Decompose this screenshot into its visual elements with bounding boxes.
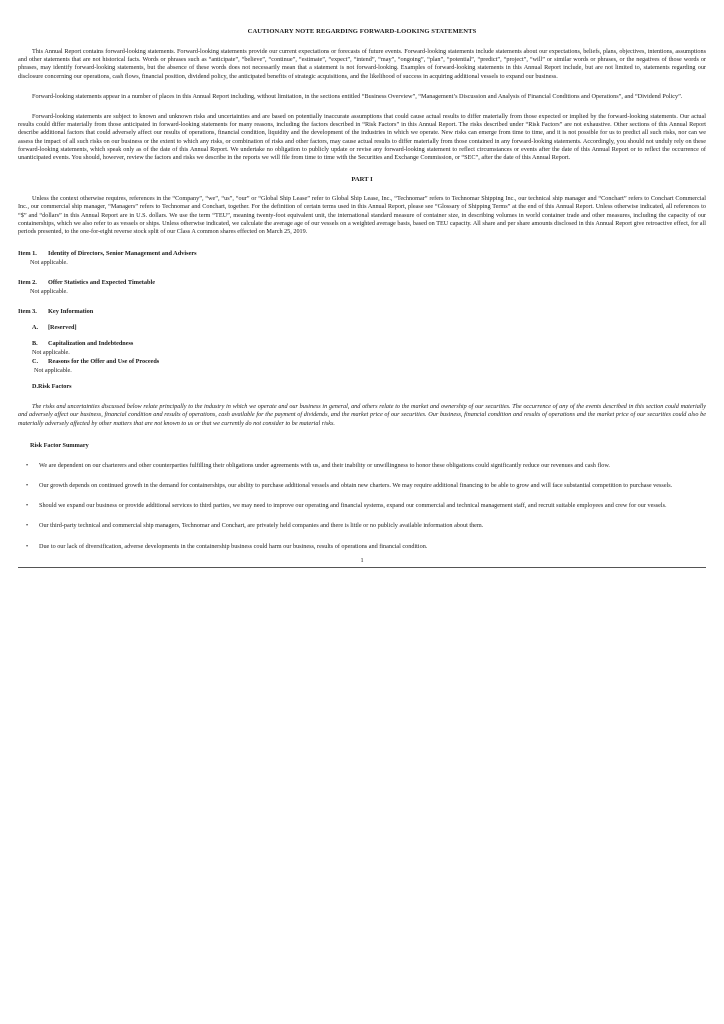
bullet-text: Due to our lack of diversification, adverse developments in the containership business could harm our business, results of operations and financial condition. bbox=[39, 542, 428, 550]
bullet-icon: • bbox=[26, 483, 29, 490]
item-2-number: Item 2. bbox=[18, 279, 37, 287]
subitem-a-number: A. bbox=[32, 324, 39, 332]
bullet-icon: • bbox=[26, 462, 29, 469]
subitem-b-number: B. bbox=[32, 340, 38, 348]
bullet-icon: • bbox=[26, 523, 29, 530]
item-1-note: Not applicable. bbox=[30, 259, 68, 267]
bullet-icon: • bbox=[26, 503, 29, 510]
risk-summary-list bbox=[18, 462, 706, 551]
item-1-title: Identity of Directors, Senior Management and Advisers bbox=[48, 250, 197, 258]
subitem-c-heading bbox=[32, 358, 706, 366]
item-3-number: Item 3. bbox=[18, 308, 37, 316]
subitem-c-title: Reasons for the Offer and Use of Proceeds bbox=[48, 358, 160, 366]
intro-paragraph-3: Forward-looking statements are subject to known and unknown risks and uncertainties and are based on potentially inaccurate assumptions that could cause actual results to differ materially from those expected or implied by the forward-looking statements. Our actual results could differ materially from those anticipated in forward-looking statements for many reasons, including the factors described in “Risk Factors” in this Annual Report. The risks described under “Risk Factors” are not exhaustive. Other sections of this Annual Report describe additional factors that could adversely affect our results of operations, financial condition, liquidity and the development of the industries in which we operate. New risks can emerge from time to time, and it is not possible for us to predict all such risks, nor can we assess the impact of all such risks on our business or the extent to which any risks, or combination of risks and other factors, may cause actual results to differ materially from those contained in any forward-looking statements. Accordingly, you should not unduly rely on these forward-looking statements, which speak only as of the date of this Annual Report. We undertake no obligation to publicly update or revise any forward-looking statement to reflect circumstances or events after the date of this Annual Report or to reflect the occurrence of unanticipated events. You should, however, review the factors and risks we describe in the reports we will file from time to time with the Securities and Exchange Commission, or “SEC”, after the date of this Annual Report. bbox=[18, 113, 706, 162]
section-heading: CAUTIONARY NOTE REGARDING FORWARD-LOOKING STATEMENTS bbox=[247, 28, 477, 35]
item-3-heading bbox=[18, 308, 706, 316]
list-item bbox=[18, 543, 706, 551]
bullet-icon: • bbox=[26, 543, 29, 550]
item-2-title: Offer Statistics and Expected Timetable bbox=[48, 279, 156, 287]
list-item bbox=[18, 502, 706, 510]
risk-intro-paragraph: The risks and uncertainties discussed below relate principally to the industry in which we operate and our business in general, and others relate to the market and ownership of our securities. The occurrence of any of the events described in this section could materially and adversely affect our business, financial condition and results of operations, cash available for the payment of dividends, and the market price of our securities. Our business, financial condition and results of operations and the market price of our securities could also be materially adversely affected by other matters that are not known to us or that we currently do not consider to be material risks. bbox=[18, 403, 706, 427]
subitem-a-title: [Reserved] bbox=[48, 324, 77, 332]
intro-paragraph-1: This Annual Report contains forward-looking statements. Forward-looking statements provide our current expectations or forecasts of future events. Forward-looking statements include statements about our expectations, beliefs, plans, objectives, intentions, assumptions and other statements that are not historical facts. Words or phrases such as “anticipate”, “believe”, “continue”, “estimate”, “expect”, “intend”, “may”, “ongoing”, “plan”, “potential”, “predict”, “project”, “will” or similar words or phrases, or the negatives of those words or phrases, may identify forward-looking statements, but the absence of these words does not necessarily mean that a statement is not forward-looking. Examples of forward-looking statements in this Annual Report include, but are not limited to, statements regarding our disclosure concerning our operations, cash flows, financial position, dividend policy, the anticipated benefits of strategic acquisitions, and the likelihood of success in acquiring additional vessels to expand our business. bbox=[18, 48, 706, 80]
part-intro-paragraph: Unless the context otherwise requires, references in the “Company”, “we”, “us”, “our” or “Global Ship Lease” refer to Global Ship Lease, Inc., “Technomar” refers to Technomar Shipping Inc., our technical ship manager and “Conchart” refers to Conchart Commercial Inc., our commercial ship manager, “Managers” refers to Technomar and Conchart, together. For the definition of certain terms used in this Annual Report, please see “Glossary of Shipping Terms” at the end of this Annual Report. Unless otherwise indicated, all references to “$” and “dollars” in this Annual Report are in U.S. dollars. We use the term “TEU”, meaning twenty-foot equivalent unit, the international standard measure of container size, in describing volumes in world container trade and other measures, including the capacity of our containerships, which we also refer to as vessels or ships. Unless otherwise indicated, we calculate the average age of our vessels on a weighted average basis, based on TEU capacity. All share and per share amounts disclosed in this Annual Report give retroactive effect, for all periods presented, to the one-for-eight reverse stock split of our Class A common shares effected on March 25, 2019. bbox=[18, 195, 706, 236]
subitem-b-note: Not applicable. bbox=[32, 349, 70, 357]
list-item bbox=[18, 482, 706, 490]
item-2-note: Not applicable. bbox=[30, 288, 68, 296]
subitem-a-heading bbox=[32, 324, 706, 332]
bullet-text: Our growth depends on continued growth in the demand for containerships, our ability to purchase additional vessels and obtain new charters. We may require additional financing to be able to grow and will face substantial competition to purchase vessels. bbox=[39, 482, 673, 490]
page-divider bbox=[18, 567, 706, 568]
subitem-c-note: Not applicable. bbox=[34, 367, 72, 375]
item-3-title: Key Information bbox=[48, 308, 94, 316]
item-1-number: Item 1. bbox=[18, 250, 37, 258]
bullet-text: We are dependent on our charterers and other counterparties fulfilling their obligations under agreements with us, and their inability or unwillingness to honor these obligations could significantly reduce our revenues and cash flow. bbox=[39, 461, 610, 469]
bullet-text: Should we expand our business or provide additional services to third parties, we may need to improve our operating and financial systems, expand our commercial and technical management staff, and recruit suitable employees and crew for our vessels. bbox=[39, 502, 667, 510]
page-number: 1 bbox=[360, 556, 364, 564]
intro-paragraph-2: Forward-looking statements appear in a number of places in this Annual Report including, without limitation, in the sections entitled “Business Overview”, “Management’s Discussion and Analysis of Financial Conditions and Operations”, and “Dividend Policy”. bbox=[32, 92, 683, 100]
list-item bbox=[18, 462, 706, 470]
subitem-b-heading bbox=[32, 340, 706, 348]
subitem-b-title: Capitalization and Indebtedness bbox=[48, 340, 134, 348]
document-page bbox=[18, 28, 706, 568]
risk-summary-heading: Risk Factor Summary bbox=[30, 441, 89, 449]
part-title: PART I bbox=[351, 176, 373, 184]
list-item bbox=[18, 522, 706, 530]
risk-factors-heading: D.Risk Factors bbox=[32, 383, 72, 391]
subitem-c-number: C. bbox=[32, 358, 39, 366]
item-2-heading bbox=[18, 279, 706, 287]
item-1-heading bbox=[18, 250, 706, 258]
bullet-text: Our third-party technical and commercial ship managers, Technomar and Conchart, are privately held companies and there is little or no publicly available information about them. bbox=[39, 522, 484, 530]
